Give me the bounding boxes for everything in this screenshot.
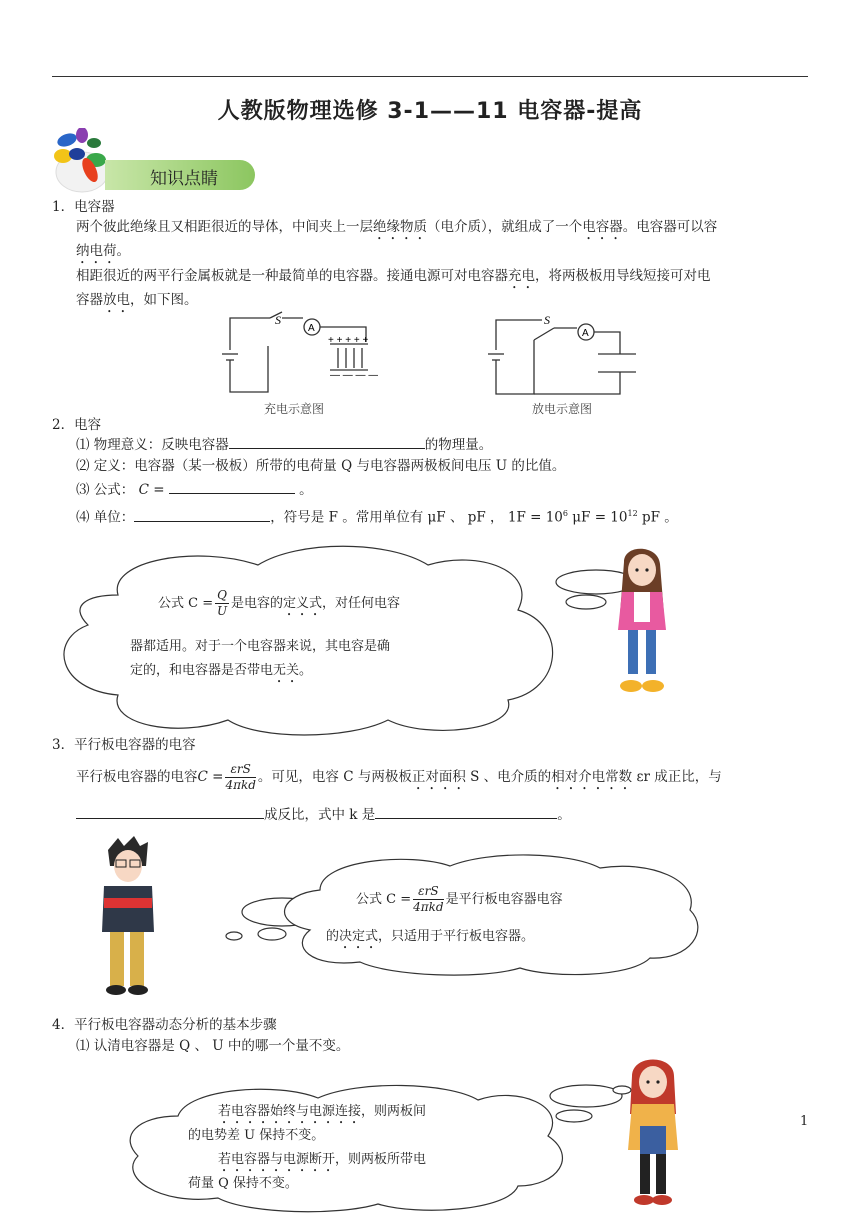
charging-diagram	[218, 310, 378, 398]
svg-text:A: A	[308, 323, 315, 334]
red-hair-girl-illustration	[618, 1054, 688, 1210]
thought-cloud-2	[220, 850, 710, 980]
section-2-item-1: ⑴ 物理意义：反映电容器 的物理量。	[76, 434, 492, 456]
charging-caption: 充电示意图	[264, 402, 325, 416]
section-2-heading: 2．电容	[52, 417, 102, 433]
section-3-paragraph-2: 成反比，式中 k 是 。	[76, 804, 571, 826]
section-4-heading: 4．平行板电容器动态分析的基本步骤	[52, 1017, 277, 1033]
cloud-3-line-4: 荷量 Q 保持不变。	[188, 1176, 298, 1191]
badge-label: 知识点睛	[150, 169, 218, 189]
cloud-3-line-1: 若电容器始终与电源连接，则两板间	[218, 1104, 427, 1119]
cloud-2-line-1: 公式 C = $\frac{\text{εrS}}{\text{4πkd}}$ 是平行板电容器电容	[356, 884, 563, 914]
page-title: 人教版物理选修 3-1——11 电容器-提高	[217, 99, 643, 124]
svg-text:S: S	[544, 313, 550, 327]
section-2-item-3: ⑶ 公式： C = 。	[76, 479, 313, 501]
section-3-heading: 3．平行板电容器的电容	[52, 737, 196, 753]
cloud-1-line-3: 定的，和电容器是否带电无关。	[130, 663, 313, 678]
svg-text:+ + + + +: + + + + +	[328, 335, 369, 346]
cloud-2-line-2: 的决定式，只适用于平行板电容器。	[326, 929, 535, 944]
header-rule	[52, 76, 808, 77]
boy-character-illustration	[94, 836, 160, 996]
girl-character-illustration	[606, 544, 676, 694]
section-1-paragraph-1-cont: 纳电荷。	[76, 243, 130, 259]
cloud-3-line-2: 的电势差 U 保持不变。	[188, 1128, 325, 1143]
section-2-item-4: ⑷ 单位： ，符号是 F 。常用单位有 μF 、 pF ， $1F = 10^6$ $\mu F = 10^{12}$ pF 。	[76, 503, 678, 529]
section-1-paragraph-1: 两个彼此绝缘且又相距很近的导体，中间夹上一层绝缘物质（电介质），就组成了一个电容器。电容器可以容	[76, 219, 718, 235]
cloud-1-line-2: 器都适用。对于一个电容器来说，其电容是确	[130, 639, 391, 654]
knowledge-badge	[105, 160, 255, 190]
discharging-diagram	[486, 310, 646, 398]
discharging-caption: 放电示意图	[532, 402, 593, 416]
cloud-1-line-1: 公式 C = $\frac{Q}{U}$ 是电容的定义式，对任何电容	[158, 588, 400, 618]
svg-text:A: A	[582, 328, 589, 339]
svg-text:S: S	[275, 313, 281, 327]
section-1-paragraph-2: 相距很近的两平行金属板就是一种最简单的电容器。接通电源可对电容器充电，将两极板用导线短接可对电	[76, 268, 711, 284]
section-4-item-1: ⑴ 认清电容器是 Q 、 U 中的哪一个量不变。	[76, 1038, 350, 1054]
cloud-3-line-3: 若电容器与电源断开，则两板所带电	[218, 1152, 427, 1167]
page-number: 1	[800, 1114, 809, 1129]
section-2-item-2: ⑵ 定义：电容器（某一极板）所带的电荷量 Q 与电容器两极板间电压 U 的比值。	[76, 458, 566, 474]
section-1-paragraph-2-cont: 容器放电，如下图。	[76, 292, 198, 308]
svg-text:— — — —: — — — —	[330, 370, 378, 381]
section-3-paragraph-1: 平行板电容器的电容C = $\frac{\text{εrS}}{\text{4πkd}}$ 。可见，电容 C 与两极板正对面积 S 、电介质的相对介电常数 εr 成正比，与	[76, 762, 722, 792]
section-1-heading: 1．电容器	[52, 199, 115, 215]
